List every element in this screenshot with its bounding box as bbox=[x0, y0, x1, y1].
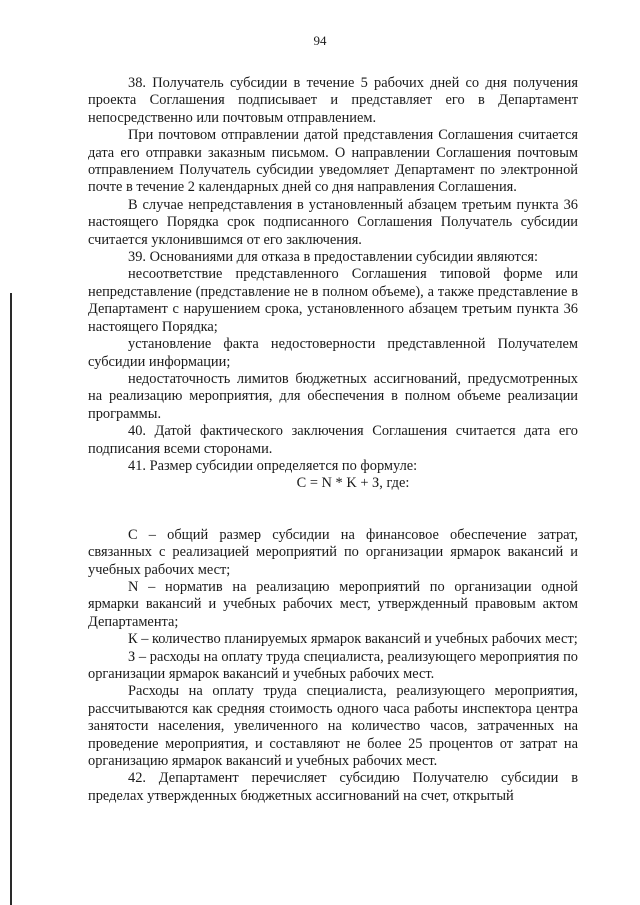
formula: C = N * K + З, где: bbox=[296, 475, 410, 492]
scan-edge-line bbox=[10, 293, 12, 905]
paragraph-specialist-costs: Расходы на оплату труда специалиста, реализующего мероприятия, рассчитываются как средняя стоимость одного часа работы инспектора центра занятости населения, увеличенного на количество часов, затраченных на проведение мероприятия, и составляют не более 25 процентов от затрат на организацию ярмарок вакансий и учебных рабочих мест. bbox=[88, 683, 578, 770]
paragraph-refusal-reason-2: установление факта недостоверности представленной Получателем субсидии информации; bbox=[88, 336, 578, 370]
paragraph-definition-c: С – общий размер субсидии на финансовое обеспечение затрат, связанных с реализацией мероприятий по организации ярмарок вакансий и учебных рабочих мест; bbox=[88, 526, 578, 578]
page-number: 94 bbox=[313, 33, 327, 48]
document-body bbox=[88, 75, 578, 805]
paragraph-postal-submission: При почтовом отправлении датой представления Соглашения считается дата его отправки заказным письмом. О направлении Соглашения почтовым отправлением Получатель субсидии уведомляет Департамент по электронной почте в течение 2 календарных дней со дня направления Соглашения. bbox=[88, 127, 578, 196]
paragraph-non-submission: В случае непредставления в установленный абзацем третьим пункта 36 настоящего Порядка срок подписанного Соглашения Получатель субсидии считается уклонившимся от его заключения. bbox=[88, 196, 578, 248]
paragraph-39: 39. Основаниями для отказа в предоставлении субсидии являются: bbox=[128, 249, 538, 266]
paragraph-refusal-reason-3: недостаточность лимитов бюджетных ассигнований, предусмотренных на реализацию мероприятия, для обеспечения в полном объеме реализации программы. bbox=[88, 370, 578, 422]
paragraph-refusal-reason-1: несоответствие представленного Соглашения типовой форме или непредставление (представление не в полном объеме), а также представление в Департамент с нарушением срока, установленного абзацем третьим пункта 36 настоящего Порядка; bbox=[88, 266, 578, 335]
paragraph-42: 42. Департамент перечисляет субсидию Получателю субсидии в пределах утвержденных бюджетных ассигнований на счет, открытый bbox=[88, 770, 578, 804]
paragraph-definition-n: N – норматив на реализацию мероприятий по организации одной ярмарки вакансий и учебных рабочих мест, утвержденный правовым актом Департамента; bbox=[88, 578, 578, 630]
paragraph-definition-z: З – расходы на оплату труда специалиста, реализующего мероприятия по организации ярмарок вакансий и учебных рабочих мест. bbox=[88, 648, 578, 682]
paragraph-40: 40. Датой фактического заключения Соглашения считается дата его подписания всеми сторонами. bbox=[88, 423, 578, 457]
paragraph-definition-k: К – количество планируемых ярмарок вакансий и учебных рабочих мест; bbox=[128, 631, 578, 648]
paragraph-38: 38. Получатель субсидии в течение 5 рабочих дней со дня получения проекта Соглашения подписывает и представляет его в Департамент непосредственно или почтовым отправлением. bbox=[88, 75, 578, 126]
paragraph-41: 41. Размер субсидии определяется по формуле: bbox=[128, 457, 418, 474]
